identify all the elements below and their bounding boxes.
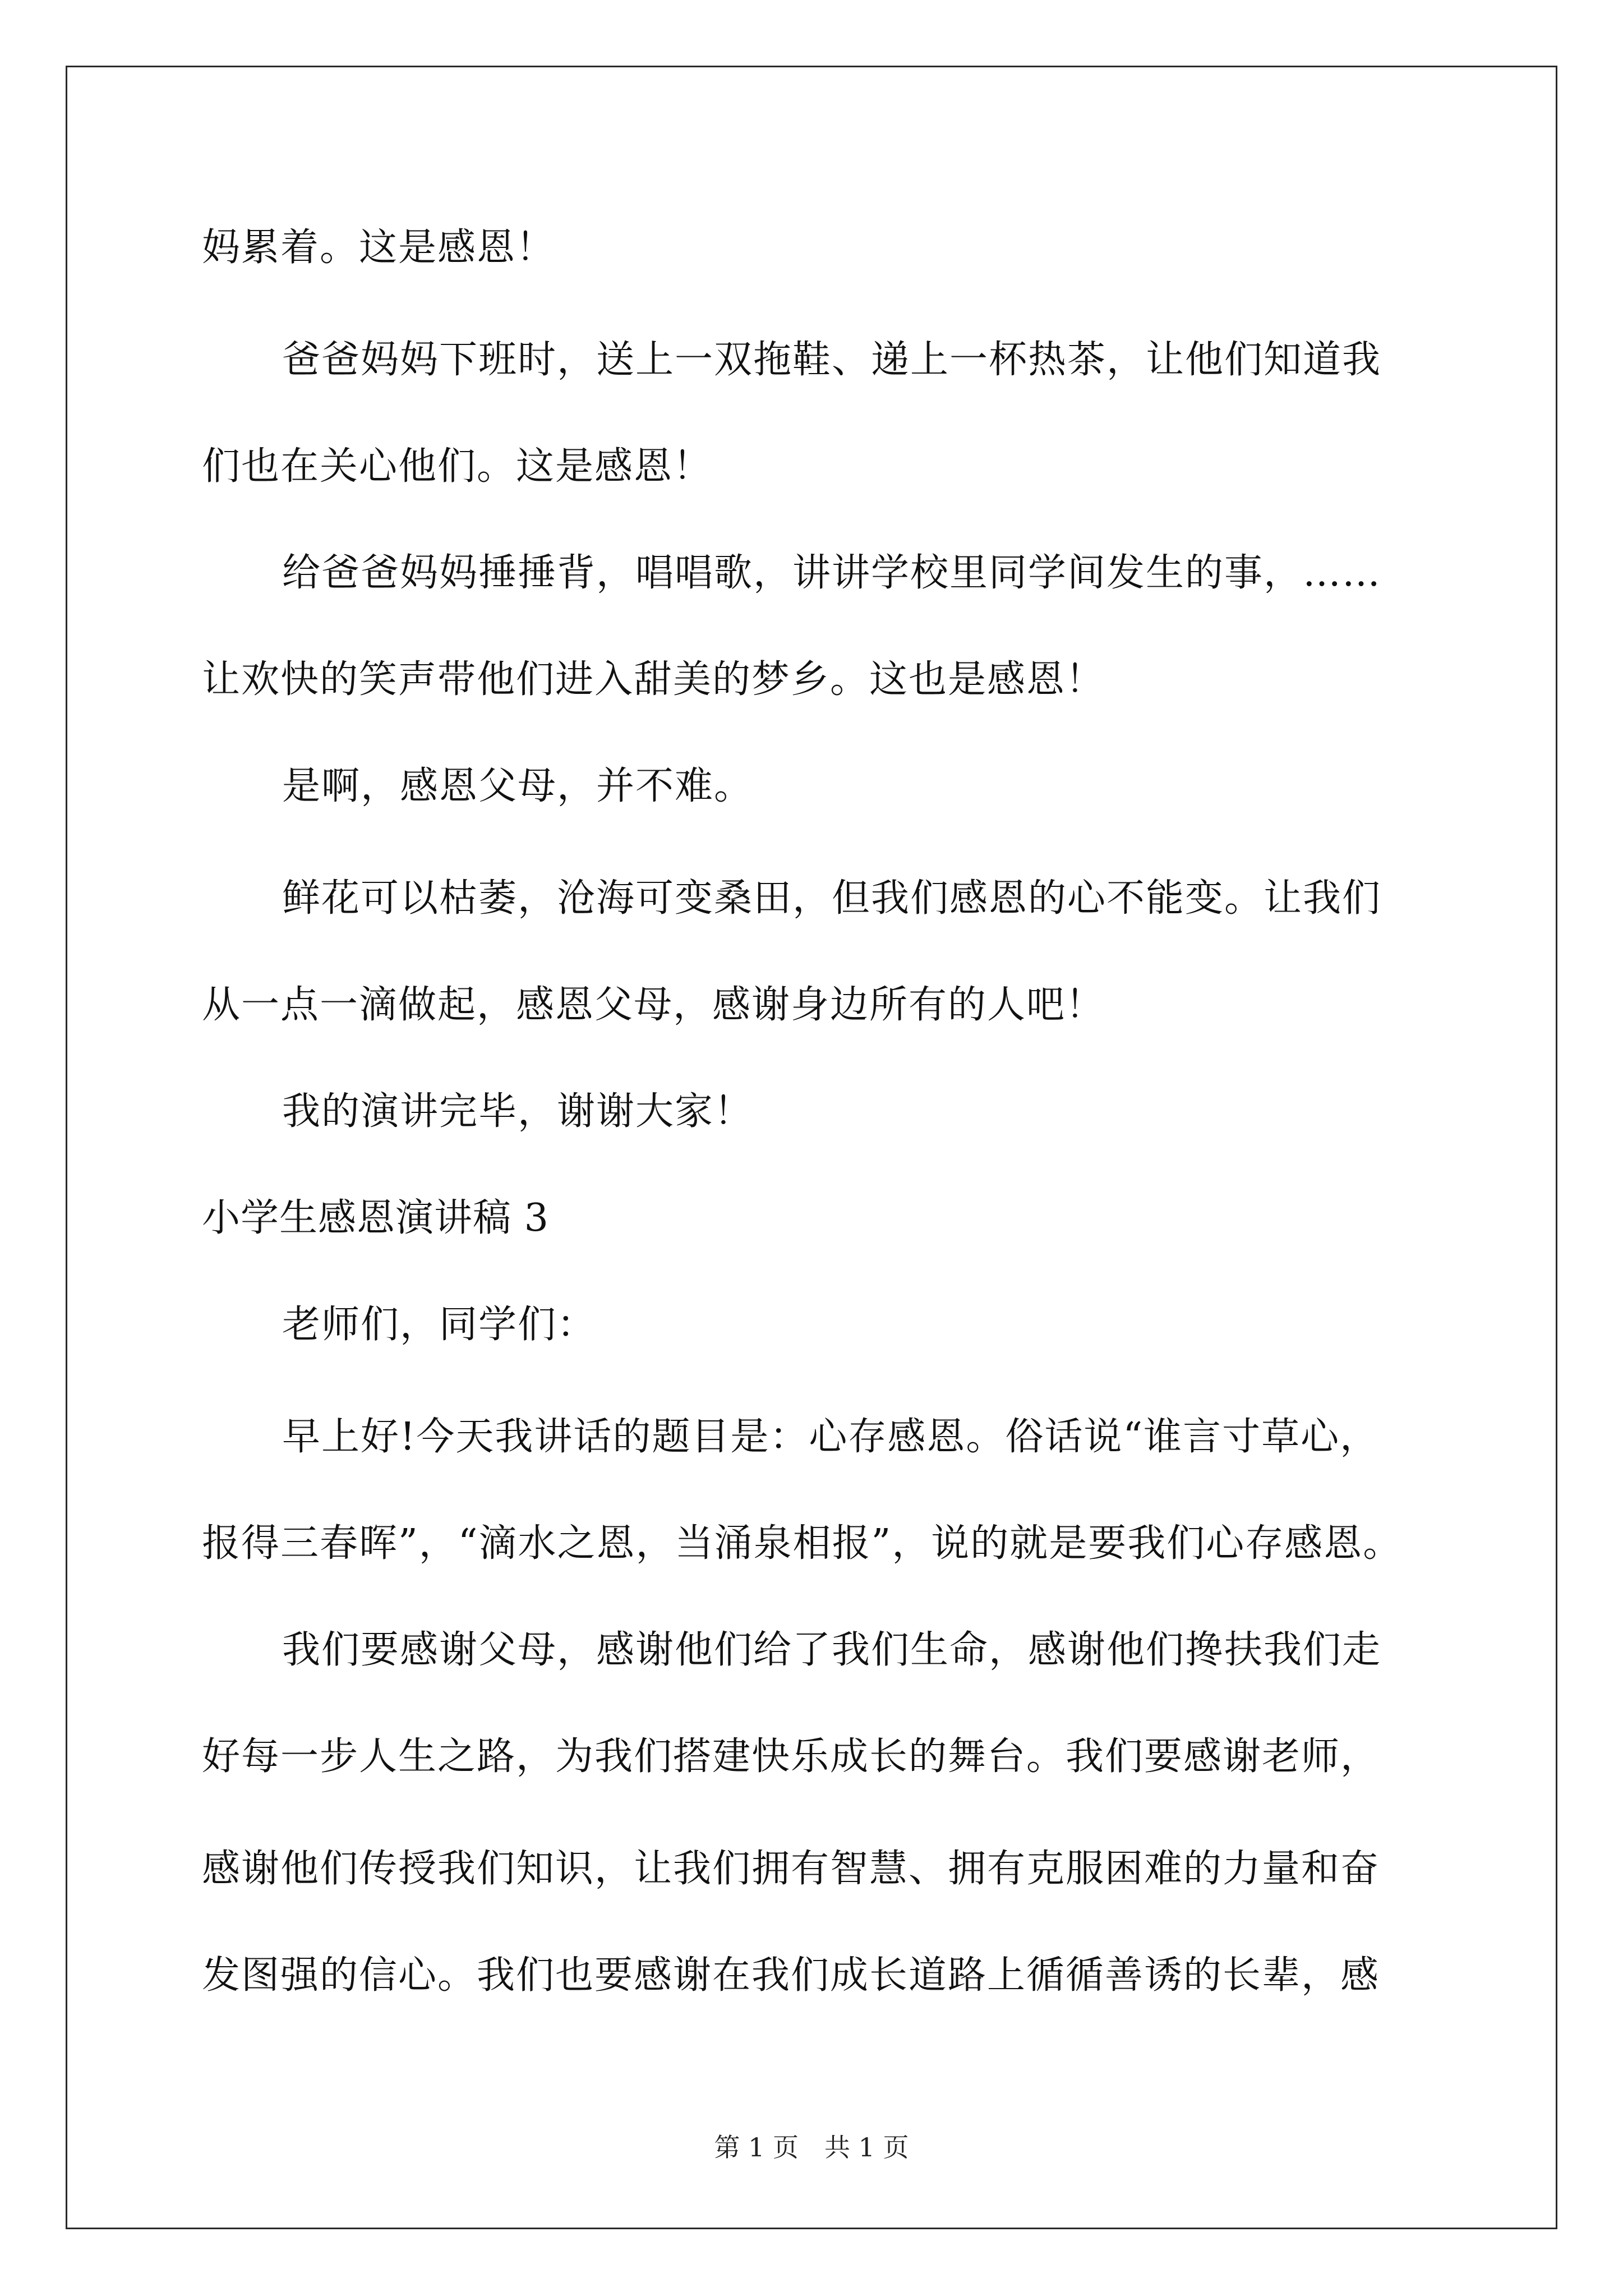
text-line: 们也在关心他们。这是感恩！ bbox=[202, 444, 713, 489]
page-frame bbox=[66, 66, 1557, 2229]
section-heading: 小学生感恩演讲稿 3 bbox=[202, 1196, 549, 1240]
text-line: 感谢他们传授我们知识，让我们拥有智慧、拥有克服困难的力量和奋 bbox=[202, 1847, 1380, 1891]
text-line: 报得三春晖”，“滴水之恩，当涌泉相报”，说的就是要我们心存感恩。 bbox=[202, 1521, 1403, 1566]
text-line: 我们要感谢父母，感谢他们给了我们生命，感谢他们搀扶我们走 bbox=[282, 1628, 1382, 1672]
text-line: 从一点一滴做起，感恩父母，感谢身边所有的人吧！ bbox=[202, 983, 1105, 1027]
text-line: 好每一步人生之路，为我们搭建快乐成长的舞台。我们要感谢老师， bbox=[202, 1734, 1380, 1779]
text-line: 我的演讲完毕，谢谢大家！ bbox=[282, 1089, 754, 1134]
text-line: 鲜花可以枯萎，沧海可变桑田，但我们感恩的心不能变。让我们 bbox=[282, 876, 1382, 921]
text-line: 发图强的信心。我们也要感谢在我们成长道路上循循善诱的长辈，感 bbox=[202, 1953, 1380, 1998]
text-line: 妈累着。这是感恩！ bbox=[202, 226, 556, 270]
text-line: 是啊，感恩父母，并不难。 bbox=[282, 764, 754, 808]
page-number-footer: 第 1 页 共 1 页 bbox=[714, 2132, 909, 2162]
text-line: 让欢快的笑声带他们进入甜美的梦乡。这也是感恩！ bbox=[202, 657, 1105, 702]
text-line: 给爸爸妈妈捶捶背，唱唱歌，讲讲学校里同学间发生的事，…… bbox=[282, 551, 1382, 595]
text-line: 爸爸妈妈下班时，送上一双拖鞋、递上一杯热茶，让他们知道我 bbox=[282, 338, 1382, 382]
text-line: 老师们，同学们： bbox=[282, 1303, 597, 1347]
text-line: 早上好!今天我讲话的题目是：心存感恩。俗话说“谁言寸草心， bbox=[282, 1415, 1380, 1459]
